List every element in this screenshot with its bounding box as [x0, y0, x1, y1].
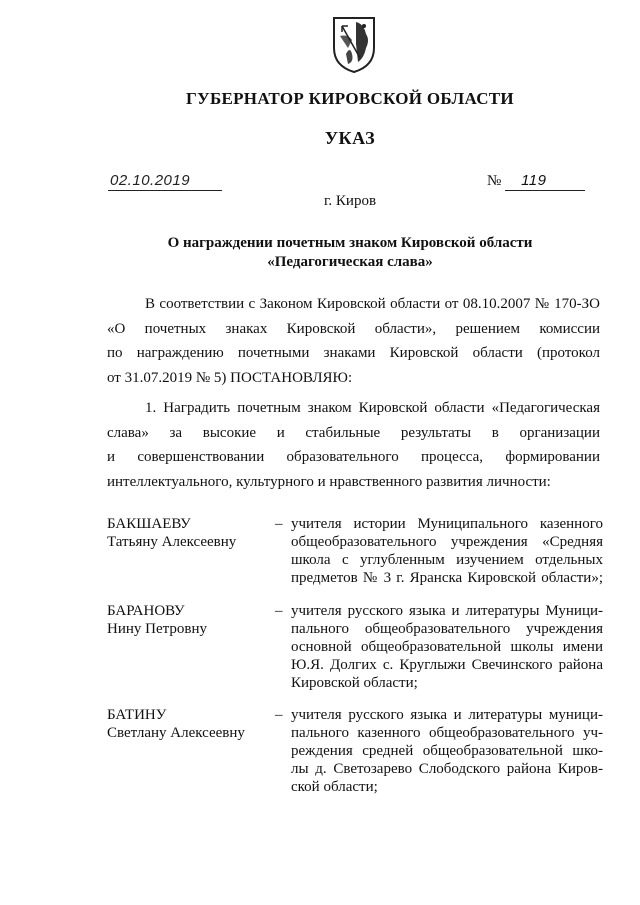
governor-heading: ГУБЕРНАТОР КИРОВСКОЙ ОБЛАСТИ — [186, 89, 514, 108]
number-value: 119 — [505, 172, 585, 191]
dash: – — [275, 707, 283, 723]
description-line: учителя русского языка и литературы муници- — [291, 707, 603, 723]
kirov-coat-of-arms-icon — [330, 14, 378, 74]
awardee-description — [291, 515, 603, 587]
description-line: общеобразовательного учреждения «Средняя — [291, 534, 603, 550]
title-line: О награждении почетным знаком Кировской области — [167, 235, 533, 251]
awardee-surname: БАКШАЕВУ — [107, 516, 191, 532]
dash: – — [275, 603, 283, 619]
awardee-description — [291, 706, 603, 796]
paragraph-line: по награждению почетными знаками Кировской области (протокол — [107, 345, 600, 361]
description-line: Ю.Я. Долгих с. Круглыжи Свечинского района — [291, 657, 603, 673]
description-line: лы д. Светозарево Слободского района Киров- — [291, 761, 603, 777]
awardee-name — [107, 515, 282, 551]
preamble-paragraph — [107, 292, 600, 390]
paragraph-line: от 31.07.2019 № 5) ПОСТАНОВЛЯЮ: — [107, 369, 353, 386]
description-line: пального казенного общеобразовательного уч- — [291, 725, 603, 741]
number-label: № — [487, 173, 502, 189]
awardee-given-name: Светлану Алексеевну — [107, 725, 245, 741]
dash: – — [275, 516, 283, 532]
awardee-given-name: Татьяну Алексеевну — [107, 534, 237, 550]
decree-number — [487, 172, 585, 191]
awardee-name — [107, 706, 282, 742]
awardee-surname: БАТИНУ — [107, 707, 167, 723]
description-line: реждения средней общеобразовательной шко- — [291, 743, 603, 759]
awardee-surname: БАРАНОВУ — [107, 603, 185, 619]
description-line: предметов № 3 г. Яранска Кировской области»; — [291, 570, 603, 586]
decree-heading: УКАЗ — [324, 128, 376, 148]
city: г. Киров — [323, 193, 377, 209]
paragraph-line: «О почетных знаках Кировской области», решением комиссии — [107, 320, 600, 337]
award-paragraph — [107, 396, 600, 494]
description-line: учителя истории Муниципального казенного — [291, 516, 603, 532]
title-line: «Педагогическая слава» — [267, 254, 433, 270]
paragraph-line: слава» за высокие и стабильные результаты в организации — [107, 424, 600, 441]
awardee-name — [107, 602, 282, 638]
paragraph-line: и совершенствовании образовательного процесса, формировании — [107, 449, 600, 465]
description-line: школа с углубленным изучением отдельных — [291, 552, 603, 568]
decree-date: 02.10.2019 — [108, 172, 222, 191]
awardee-description — [291, 602, 603, 692]
paragraph-line: интеллектуального, культурного и нравственного развития личности: — [107, 473, 551, 490]
description-line: Кировской области; — [291, 675, 418, 691]
description-line: основной общеобразовательной школы имени — [291, 639, 603, 655]
decree-title — [0, 234, 640, 272]
description-line: ской области; — [291, 779, 378, 795]
paragraph-line: 1. Наградить почетным знаком Кировской области «Педагогическая — [145, 400, 600, 416]
paragraph-line: В соответствии с Законом Кировской области от 08.10.2007 № 170-ЗО — [145, 296, 600, 312]
description-line: учителя русского языка и литературы Муници- — [291, 603, 603, 619]
description-line: пального общеобразовательного учреждения — [291, 621, 603, 637]
awardee-given-name: Нину Петровну — [107, 621, 207, 637]
